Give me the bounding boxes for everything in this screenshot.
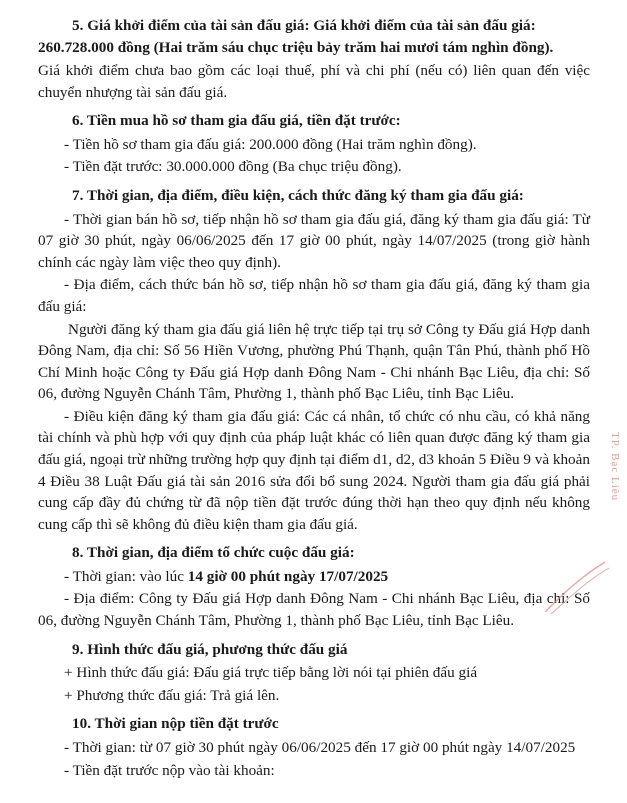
stamp-mark-icon bbox=[539, 556, 613, 616]
section-10-item-1: - Thời gian: từ 07 giờ 30 phút ngày 06/06/2025 đến 17 giờ 00 phút ngày 14/07/2025 bbox=[64, 738, 576, 756]
section-10-heading: 10. Thời gian nộp tiền đặt trước bbox=[72, 715, 279, 733]
section-7-heading: 7. Thời gian, địa điểm, điều kiện, cách thức đăng ký tham gia đấu giá: bbox=[72, 187, 524, 205]
section-6-heading: 6. Tiền mua hồ sơ tham gia đấu giá, tiền đặt trước: bbox=[72, 112, 401, 130]
section-10-item-2: - Tiền đặt trước nộp vào tài khoản: bbox=[64, 761, 275, 779]
section-6-item-1: - Tiền hồ sơ tham gia đấu giá: 200.000 đồng (Hai trăm nghìn đồng). bbox=[64, 135, 477, 153]
section-8-time-value: 14 giờ 00 phút ngày 17/07/2025 bbox=[187, 567, 389, 585]
section-9-heading: 9. Hình thức đấu giá, phương thức đấu giá bbox=[72, 640, 348, 658]
section-5-heading-rest: Giá khởi điểm của tài sản đấu giá: 260.728.000 đồng (Hai trăm sáu chục triệu bảy trăm hai mươi tám nghìn đồng). bbox=[38, 17, 554, 56]
section-9-item-2: + Phương thức đấu giá: Trả giá lên. bbox=[64, 686, 280, 704]
section-7-item-2: - Địa điểm, cách thức bán hồ sơ, tiếp nhận hồ sơ tham gia đấu giá, đăng ký tham gia đấu giá: bbox=[38, 276, 590, 315]
section-7-item-3: - Điều kiện đăng ký tham gia đấu giá: Các cá nhân, tổ chức có nhu cầu, có khả năng tài chính và phù hợp với quy định của pháp luật khác có liên quan được đăng ký tham gia đấu giá, ngoại trừ những trường hợp quy định tại điểm d1, d2, d3 khoản 5 Điều 9 và khoản 4 Điều 38 Luật Đấu giá tài sản 2016 sửa đổi bổ sung 2024. Người tham gia đấu giá phải cung cấp đầy đủ chứng từ đã nộp tiền đặt trước đúng thời hạn theo quy định nếu không cung cấp thì sẽ không đủ điều kiện tham gia đấu giá. bbox=[38, 407, 590, 533]
section-8-place: - Địa điểm: Công ty Đấu giá Hợp danh Đông Nam - Chi nhánh Bạc Liêu, địa chỉ: Số 06, đường Nguyễn Chánh Tâm, Phường 1, thành phố Bạc Liêu, tỉnh Bạc Liêu. bbox=[38, 590, 590, 630]
section-6-item-2: - Tiền đặt trước: 30.000.000 đồng (Ba chục triệu đồng). bbox=[64, 158, 402, 176]
stamp-vertical-text: TP. Bạc Liêu bbox=[609, 432, 621, 502]
section-5-paragraph: Giá khởi điểm chưa bao gồm các loại thuế, phí và chi phí (nếu có) liên quan đến việc chuyển nhượng tài sản đấu giá. bbox=[38, 62, 590, 101]
section-8-time-prefix: - Thời gian: vào lúc bbox=[64, 567, 188, 585]
section-7-paragraph: Người đăng ký tham gia đấu giá liên hệ trực tiếp tại trụ sở Công ty Đấu giá Hợp danh Đông Nam, địa chỉ: Số 56 Hiền Vương, phường Phú Thạnh, quận Tân Phú, thành phố Hồ Chí Minh hoặc Công ty Đấu giá Hợp danh Đông Nam - Chi nhánh Bạc Liêu, địa chỉ: Số 06, đường Nguyễn Chánh Tâm, Phường 1, thành phố Bạc Liêu, tỉnh Bạc Liêu. bbox=[38, 320, 590, 403]
document-body bbox=[38, 8, 590, 782]
section-5-heading bbox=[38, 15, 590, 58]
section-8-heading: 8. Thời gian, địa điểm tổ chức cuộc đấu giá: bbox=[72, 544, 355, 562]
section-8-time bbox=[38, 566, 590, 588]
section-7-item-1: - Thời gian bán hồ sơ, tiếp nhận hồ sơ tham gia đấu giá, đăng ký tham gia đấu giá: Từ 07 giờ 30 phút, ngày 06/06/2025 đến 17 giờ 00 phút, ngày 14/07/2025 (trong giờ hành chính các ngày làm việc theo quy định). bbox=[38, 210, 590, 271]
section-5-heading-text: 5. Giá khởi điểm của tài sản đấu giá: bbox=[72, 17, 310, 34]
section-9-item-1: + Hình thức đấu giá: Đấu giá trực tiếp bằng lời nói tại phiên đấu giá bbox=[64, 664, 478, 682]
